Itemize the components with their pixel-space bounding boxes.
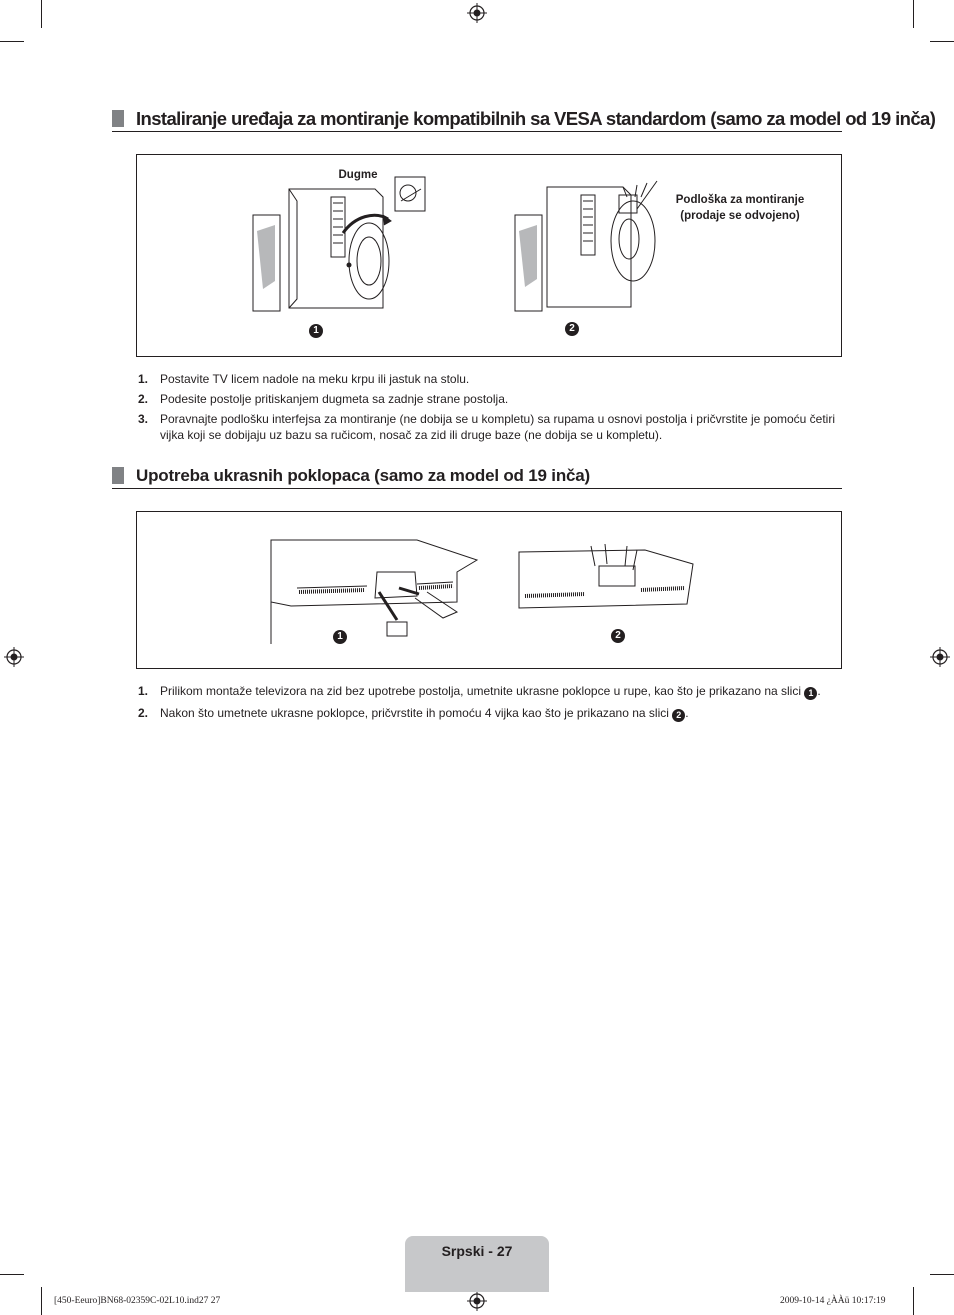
- cover-illustration-2: [515, 538, 695, 618]
- section-title: Upotreba ukrasnih poklopaca (samo za model od 19 inča): [136, 466, 590, 485]
- section-heading: [112, 466, 842, 489]
- figure-marker-1: 1: [309, 324, 323, 338]
- label-mounting-pad-line1: Podloška za montiranje: [675, 194, 805, 206]
- crop-mark: [41, 0, 42, 28]
- list-item: 1. Postavite TV licem nadole na meku krpu ili jastuk na stolu.: [138, 372, 470, 386]
- heading-bar: [112, 467, 124, 484]
- list-item: 3. Poravnajte podlošku interfejsa za montiranje (ne dobija se u kompletu) sa rupama u osnovi postolja i pričvrstite je pomoću četiri vijka koji se dobijaju uz bazu sa ručicom, nosač za zid ili druge baze (ne dobija se u kompletu).: [138, 412, 836, 442]
- crop-mark: [41, 1287, 42, 1315]
- registration-mark-icon: [4, 647, 24, 667]
- registration-mark-icon: [467, 1291, 487, 1311]
- section-heading: [112, 108, 936, 132]
- crop-mark: [0, 41, 24, 42]
- vesa-figure: [136, 154, 842, 357]
- steps-list-1: [136, 371, 836, 447]
- tv-stand-illustration-2: [507, 179, 677, 329]
- crop-mark: [0, 1274, 24, 1275]
- figure-ref: 1: [804, 687, 817, 700]
- section-title: Instaliranje uređaja za montiranje kompatibilnih sa VESA standardom (samo za model od 19 inča): [136, 108, 936, 129]
- list-item: 2. Podesite postolje pritiskanjem dugmeta sa zadnje strane postolja.: [138, 392, 509, 406]
- figure-marker-2: 2: [565, 322, 579, 336]
- registration-mark-icon: [930, 647, 950, 667]
- covers-figure: [136, 511, 842, 669]
- figure-marker-2: 2: [611, 629, 625, 643]
- page-number-tab: [405, 1236, 549, 1292]
- list-item: 1. Prilikom montaže televizora na zid bez upotrebe postolja, umetnite ukrasne poklopce u rupe, kao što je prikazano na slici 1 .: [138, 684, 821, 698]
- list-item: 2. Nakon što umetnete ukrasne poklopce, pričvrstite ih pomoću 4 vijka kao što je prikazano na slici 2 .: [138, 706, 689, 720]
- crop-mark: [913, 0, 914, 28]
- page-number: Srpski - 27: [441, 1243, 513, 1259]
- figure-marker-1: 1: [333, 630, 347, 644]
- label-button: Dugme: [338, 169, 378, 181]
- steps-list-2: [136, 683, 836, 726]
- registration-mark-icon: [467, 3, 487, 23]
- cover-illustration-1: [267, 532, 487, 648]
- label-mounting-pad-line2: (prodaje se odvojeno): [680, 210, 800, 222]
- figure-ref: 2: [672, 709, 685, 722]
- crop-mark: [930, 1274, 954, 1275]
- footer-timestamp: 2009-10-14 ¿ÀÀü 10:17:19: [780, 1296, 886, 1306]
- heading-bar: [112, 110, 124, 127]
- tv-stand-illustration-1: [245, 171, 435, 331]
- crop-mark: [930, 41, 954, 42]
- crop-mark: [913, 1287, 914, 1315]
- footer-file-info: [450-Eeuro]BN68-02359C-02L10.ind27 27: [54, 1296, 221, 1306]
- label-mounting-pad: [665, 192, 815, 224]
